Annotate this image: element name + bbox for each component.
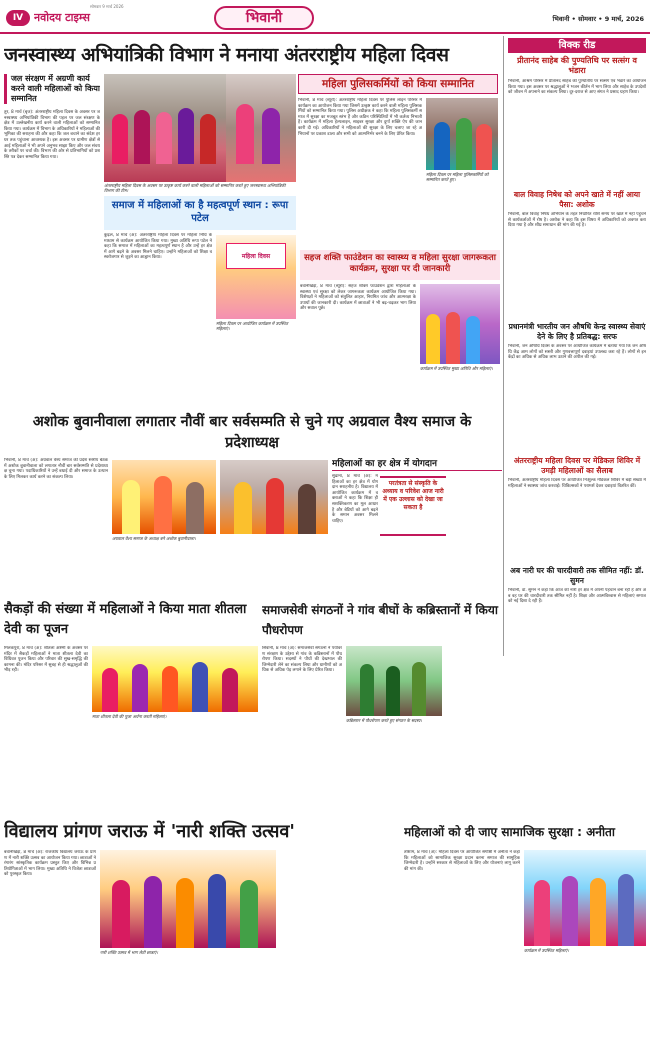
center-photo-caption: अंतरराष्ट्रीय महिला दिवस के अवसर पर उत्कृष्ट कार्य करने वाली महिलाओं को सम्मानित करते हुए जनस्वास्थ्य अभियांत्रिकी विभाग की टीम। — [104, 183, 286, 193]
samaj-body-wrap — [104, 233, 296, 351]
samajsevi-body-wrap — [262, 646, 646, 800]
samajsevi-photo-caption: कब्रिस्तान में पौधरोपण करते हुए संगठन के सदस्य। — [346, 718, 422, 723]
vidyalaya-body-wrap — [4, 850, 400, 1040]
samaj-photo: महिला दिवस — [216, 235, 296, 319]
lead-left-body: तुर, 8 मार्च (बृज): अंतरराष्ट्रीय महिला दिवस के अवसर पर जनस्वास्थ्य अभियांत्रिकी विभाग की पहल पर जल संरक्षण के क्षेत्र में उल्लेखनीय कार्य करने वाली महिलाओं को सम्मानित किया गया। कार्यक्रम में विभाग के अधिकारियों ने महिलाओं की भूमिका की सराहना की और कहा कि जल बचाने का संदेश हर घर तक पहुंचाना आवश्यक है। इस अवसर पर ग्रामीण क्षेत्रों से आई महिलाओं ने भी अपने अनुभव साझा किए और जल संचय के तरीकों पर चर्चा की। विभाग की ओर से प्रतिभागियों को प्रशस्ति पत्र देकर सम्मानित किया गया। — [4, 110, 100, 160]
center-photo-2 — [226, 74, 296, 182]
sehaj-body: बवानीखेड़ा, 8 मार्च (ब्यूरो): सहज शक्ति फाउंडेशन द्वारा महिलाओं के स्वास्थ्य एवं सुरक्षा को लेकर जागरूकता कार्यक्रम आयोजित किया गया। विशेषज्ञों ने महिलाओं को संतुलित आहार, नियमित जांच और आत्मरक्षा के उपायों की जानकारी दी। कार्यक्रम में छात्राओं ने भी बढ़-चढ़कर भाग लिया और सवाल पूछे। — [300, 284, 416, 312]
vicky-read — [508, 38, 646, 190]
medical-story — [508, 456, 646, 564]
sehaj-story — [300, 250, 500, 406]
samajik-body: तोशाम, 8 मार्च (अ): महिला दिवस पर आयोजित संगोष्ठी में अनीता ने कहा कि महिलाओं को सामाजिक सुरक्षा प्रदान करना समाज की सामूहिक जिम्मेदारी है। उन्होंने सरकार से महिलाओं के लिए और योजनाएं लागू करने की मांग की। — [404, 850, 520, 872]
mahila-headline: महिलाओं का हर क्षेत्र में योगदान — [332, 458, 502, 471]
page-number-badge: IV — [6, 10, 30, 26]
mahila-story — [332, 458, 502, 598]
sehaj-photo-caption: कार्यक्रम में उपस्थित मुख्य अतिथि और महिलाएं। — [420, 366, 493, 371]
samajik-body-wrap — [404, 850, 646, 1040]
baal-story — [508, 190, 646, 320]
header-day: सोमवार — [578, 15, 596, 23]
top-headline: जनस्वास्थ्य अभियांत्रिकी विभाग ने मनाया अंतरराष्ट्रीय महिला दिवस — [4, 44, 449, 66]
samaj-body: कुढ़ल, 8 मार्च (अ): अंतरराष्ट्रीय महिला दिवस पर महिला निधि के माध्यम से कार्यक्रम आयोजित किया गया। मुख्य अतिथि रूपा पटेल ने कहा कि समाज में महिलाओं का महत्वपूर्ण स्थान है और उन्हें हर क्षेत्र में आगे बढ़ने के अवसर मिलने चाहिए। उन्होंने महिलाओं को शिक्षा व स्वरोजगार से जुड़ने का आह्वान किया। — [104, 233, 212, 261]
ab-story — [508, 566, 646, 656]
samajik-headline: महिलाओं को दी जाए सामाजिक सुरक्षा : अनीता — [404, 825, 616, 839]
police-body: भिवानी, 8 मार्च (ब्यूरो): अंतरराष्ट्रीय महिला दिवस पर पुलिस लाइन परिसर में कार्यक्रम का आयोजन किया गया जिसमें उत्कृष्ट कार्य करने वाली महिला पुलिसकर्मियों को सम्मानित किया गया। पुलिस अधीक्षक ने कहा कि महिला पुलिसकर्मी समाज में सुरक्षा का मजबूत स्तंभ हैं और कठिन परिस्थितियों में भी कर्तव्य निभाती हैं। कार्यक्रम में महिला हेल्पलाइन, साइबर सुरक्षा और दुर्गा शक्ति ऐप की जानकारी दी गई। अधिकारियों ने महिलाओं की सुरक्षा के लिए चलाए जा रहे अभियानों पर प्रकाश डाला और सभी को आत्मनिर्भर बनने के लिए प्रेरित किया। — [298, 98, 422, 137]
baal-headline: बाल विवाह निषेध को अपने खाते में नहीं आया पैसा: अशोक — [513, 190, 641, 209]
ashok-photo-2 — [220, 460, 328, 534]
samaj-photo-caption: महिला दिवस पर आयोजित कार्यक्रम में उपस्थित महिलाएं। — [216, 321, 288, 331]
ashok-body: भिवानी, 8 मार्च (अ): अग्रवाल वैश्य समाज की प्रदेश स्तरीय बैठक में अशोक बुवानीवाला को लगातार नौवीं बार सर्वसम्मति से प्रदेशाध्यक्ष चुना गया। पदाधिकारियों ने उन्हें बधाई दी और समाज के उत्थान के लिए मिलकर कार्य करने का संकल्प लिया। — [4, 458, 108, 480]
vidyalaya-headline: विद्यालय प्रांगण जराऊ में 'नारी शक्ति उत्सव' — [4, 821, 295, 842]
ashok-body-wrap — [4, 458, 328, 578]
medical-body: भिवानी, अंतरराष्ट्रीय महिला दिवस पर आयोजित निःशुल्क मेडिकल शिविर में बड़ी संख्या में महिलाओं ने स्वास्थ्य जांच करवाई। चिकित्सकों ने परामर्श देकर दवाइयां वितरित कीं। — [508, 478, 646, 489]
sheetla-photo — [92, 646, 258, 712]
samajsevi-photo — [346, 646, 442, 716]
header-date: 9 मार्च, 2026 — [604, 15, 644, 23]
police-photo-caption: महिला दिवस पर महिला पुलिसकर्मियों को सम्मानित करते हुए। — [426, 172, 489, 182]
lead-left-box — [4, 74, 100, 434]
vicky-body: भिवानी, आश्रम परिसर में प्रीतानंद साहेब की पुण्यतिथि पर सत्संग एवं भंडारे का आयोजन किया गया। इस अवसर पर श्रद्धालुओं ने भजन कीर्तन में भाग लिया और साहेब के उपदेशों को जीवन में अपनाने का संकल्प लिया। दूर-दराज से आए संगत ने प्रसाद ग्रहण किया। — [508, 79, 646, 96]
medical-headline: अंतरराष्ट्रीय महिला दिवस पर मेडिकल शिविर में उमड़ी महिलाओं का सैलाब — [513, 456, 641, 475]
vicky-headline: प्रीतानंद साहेब की पुण्यतिथि पर सत्संग व भंडारा — [517, 56, 637, 75]
vidyalaya-photo-caption: नारी शक्ति उत्सव में भाग लेती छात्राएं। — [100, 950, 158, 955]
samajsevi-headline: समाजसेवी संगठनों ने गांव बीघों के कब्रिस्तानों में किया पौधरोपण — [262, 603, 498, 637]
sheetla-photo-caption: माता शीतला देवी की पूजा अर्चना करती महिलाएं। — [92, 714, 167, 719]
mahila-body: सुढाना, 8 मार्च (अ): महिलाओं का हर क्षेत्र में योगदान सराहनीय है। विद्यालय में आयोजित कार्यक्रम में वक्ताओं ने कहा कि शिक्षा ही सशक्तिकरण का मूल आधार है और बेटियों को आगे बढ़ने के समान अवसर मिलने चाहिए। — [332, 474, 378, 524]
header-city: भिवानी — [552, 15, 570, 23]
paper-title: नवोदय टाइम्स — [34, 11, 90, 24]
samajik-photo — [524, 850, 646, 946]
sheetla-body: मिलकपुरा, 8 मार्च (अ): शीतला अष्टमी के अवसर पर मंदिर में सैकड़ों महिलाओं ने माता शीतला देवी का विधिवत पूजन किया और परिवार की सुख-समृद्धि की कामना की। मंदिर परिसर में सुबह से ही श्रद्धालुओं की भीड़ रही। — [4, 646, 88, 674]
small-date: सोमवार 9 मार्च 2026 — [90, 4, 124, 9]
section-title: भिवानी — [214, 6, 314, 30]
samajsevi-body: सिवानी, 8 मार्च (अ): समाजसेवी संगठनों ने पर्यावरण संरक्षण के उद्देश्य से गांव के कब्रिस्तानों में पौधरोपण किया। सदस्यों ने पौधों की देखभाल की जिम्मेदारी लेने का संकल्प लिया और ग्रामीणों को अधिक से अधिक पेड़ लगाने के लिए प्रेरित किया। — [262, 646, 342, 674]
sheetla-body-wrap — [4, 646, 258, 800]
police-photo — [426, 98, 498, 170]
vidyalaya-photo — [100, 850, 276, 948]
police-headline: महिला पुलिसकर्मियों को किया सम्मानित — [298, 74, 498, 94]
vicky-label: विक्क रीड — [508, 38, 646, 53]
pradhan-body: भिवानी, जन औषधि दिवस के अवसर पर आयोजित कार्यक्रम में बताया गया कि जन औषधि केंद्र आम लोगों को सस्ती और गुणवत्तापूर्ण दवाइयां उपलब्ध करा रहे हैं। लोगों से इन केंद्रों का अधिक से अधिक लाभ उठाने की अपील की गई। — [508, 344, 646, 361]
header-date-line: भिवानी • सोमवार • 9 मार्च, 2026 — [552, 15, 644, 23]
sehaj-photo — [420, 284, 500, 364]
sheetla-headline: सैकड़ों की संख्या में महिलाओं ने किया माता शीतला देवी का पूजन — [4, 602, 247, 637]
baal-body: भिवानी, बाल विवाह निषेध अभियान के तहत निर्धारित राशि समय पर खाते में नहीं पहुंचने से कार्यकर्ताओं में रोष है। अशोक ने कहा कि इस विषय में अधिकारियों को अवगत करा दिया गया है और शीघ्र समाधान की मांग की गई है। — [508, 212, 646, 229]
police-story — [298, 74, 498, 244]
samaj-headline: समाज में महिलाओं का है महत्वपूर्ण स्थान : रूपा पटेल — [104, 196, 296, 230]
ab-headline: अब नारी घर की चारदीवारी तक सीमित नहीं: डॉ. सुमन — [510, 566, 644, 585]
mahila-pullquote: परतंत्रता से संस्कृति के अध्याय व परिवेश आज नारी में एक उल्लास को देखा जा सकता है — [380, 476, 446, 536]
pradhan-headline: प्रधानमंत्री भारतीय जन औषधि केन्द्र स्वास्थ्य सेवाएं देने के लिए है प्रतिबद्ध: सरफ — [508, 322, 646, 341]
ashok-photo — [112, 460, 216, 534]
masthead — [0, 0, 650, 34]
samajik-photo-caption: कार्यक्रम में उपस्थित महिलाएं। — [524, 948, 569, 953]
ashok-photo-caption: अग्रवाल वैश्य समाज के अध्यक्ष बने अशोक बुवानीवाला। — [112, 536, 196, 541]
sehaj-headline: सहज शक्ति फाउंडेशन का स्वास्थ्य व महिला सुरक्षा जागरूकता कार्यक्रम, सुरक्षा पर दी जानकारी — [300, 250, 500, 280]
center-photo — [104, 74, 226, 182]
pradhan-story — [508, 322, 646, 452]
lead-left-headline: जल संरक्षण में अग्रणी कार्य करने वाली महिलाओं को किया सम्मानित — [4, 74, 100, 104]
ab-body: भिवानी, डॉ. सुमन ने कहा कि आज की नारी हर क्षेत्र में अपनी पहचान बना रही है और अब वह घर की चारदीवारी तक सीमित नहीं है। शिक्षा और आत्मविश्वास से महिलाएं समाज को नई दिशा दे रही हैं। — [508, 588, 646, 605]
ashok-headline: अशोक बुवानीवाला लगातार नौवीं बार सर्वसम्मति से चुने गए अग्रवाल वैश्य समाज के प्रदेशाध्यक्ष — [32, 414, 472, 451]
vidyalaya-body: बवानीखेड़ा, 8 मार्च (अ): राजकीय विद्यालय जराऊ के प्रांगण में नारी शक्ति उत्सव का आयोजन किया गया। छात्राओं ने रंगारंग सांस्कृतिक कार्यक्रम प्रस्तुत किए और विभिन्न प्रतियोगिताओं में भाग लिया। मुख्य अतिथि ने विजेता छात्राओं को पुरस्कृत किया। — [4, 850, 96, 878]
